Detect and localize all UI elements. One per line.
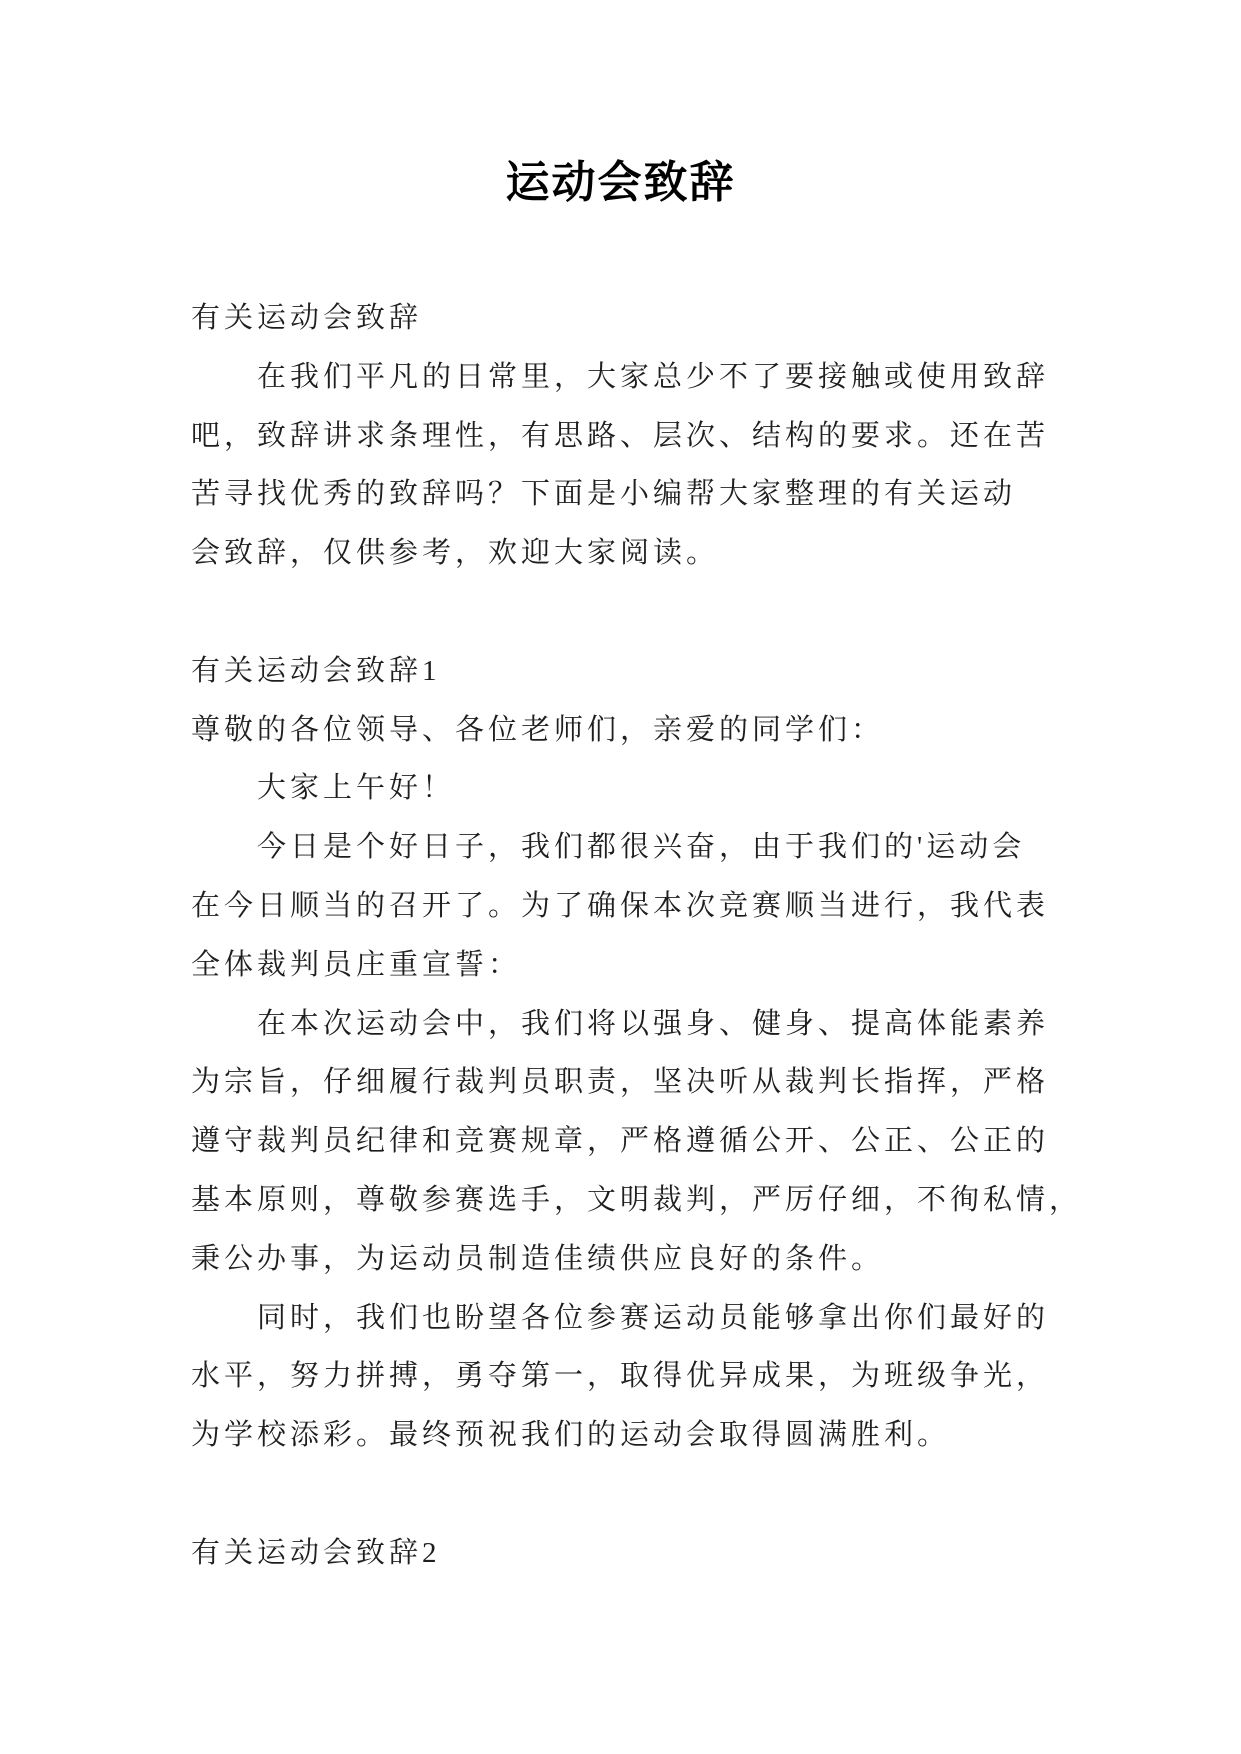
- paragraph: [191, 1289, 1191, 1465]
- text-line: 在我们平凡的日常里，大家总少不了要接触或使用致辞: [257, 360, 1050, 393]
- text-line: 全体裁判员庄重宣誓：: [191, 948, 522, 981]
- text-line: 在本次运动会中，我们将以强身、健身、提高体能素养: [257, 1007, 1050, 1040]
- text-line: 今日是个好日子，我们都很兴奋，由于我们的'运动会: [257, 831, 1026, 864]
- text-line: 在今日顺当的召开了。为了确保本次竞赛顺当进行，我代表: [191, 889, 1050, 922]
- text-line: 尊敬的各位领导、各位老师们，亲爱的同学们：: [191, 713, 885, 746]
- paragraph: [191, 348, 1191, 583]
- document-title: 运动会致辞: [505, 158, 736, 207]
- text-line: 基本原则，尊敬参赛选手，文明裁判，严厉仔细，不徇私情，: [191, 1183, 1083, 1216]
- text-line: 吧，致辞讲求条理性，有思路、层次、结构的要求。还在苦: [191, 419, 1050, 452]
- paragraph: [191, 818, 1191, 994]
- blank-line: [191, 1465, 1191, 1524]
- text-line: 为宗旨，仔细履行裁判员职责，坚决听从裁判长指挥，严格: [191, 1066, 1050, 1099]
- document-body: [191, 289, 1191, 1583]
- section-heading: 有关运动会致辞1: [191, 654, 441, 687]
- section-heading: 有关运动会致辞: [191, 302, 423, 334]
- blank-line: [191, 583, 1191, 642]
- text-line: 水平，努力拼搏，勇夺第一，取得优异成果，为班级争光，: [191, 1360, 1050, 1393]
- text-line: 秉公办事，为运动员制造佳绩供应良好的条件。: [191, 1242, 885, 1275]
- text-line: 大家上午好！: [257, 772, 456, 805]
- text-line: 苦寻找优秀的致辞吗？下面是小编帮大家整理的有关运动: [191, 478, 1017, 511]
- text-line: 为学校添彩。最终预祝我们的运动会取得圆满胜利。: [191, 1419, 951, 1452]
- text-line: 会致辞，仅供参考，欢迎大家阅读。: [191, 537, 720, 570]
- section-heading: 有关运动会致辞2: [191, 1536, 441, 1569]
- paragraph: [191, 995, 1191, 1289]
- paragraph: [191, 701, 1191, 760]
- text-line: 同时，我们也盼望各位参赛运动员能够拿出你们最好的: [257, 1301, 1050, 1334]
- text-line: 遵守裁判员纪律和竞赛规章，严格遵循公开、公正、公正的: [191, 1125, 1050, 1158]
- paragraph: [191, 759, 1191, 818]
